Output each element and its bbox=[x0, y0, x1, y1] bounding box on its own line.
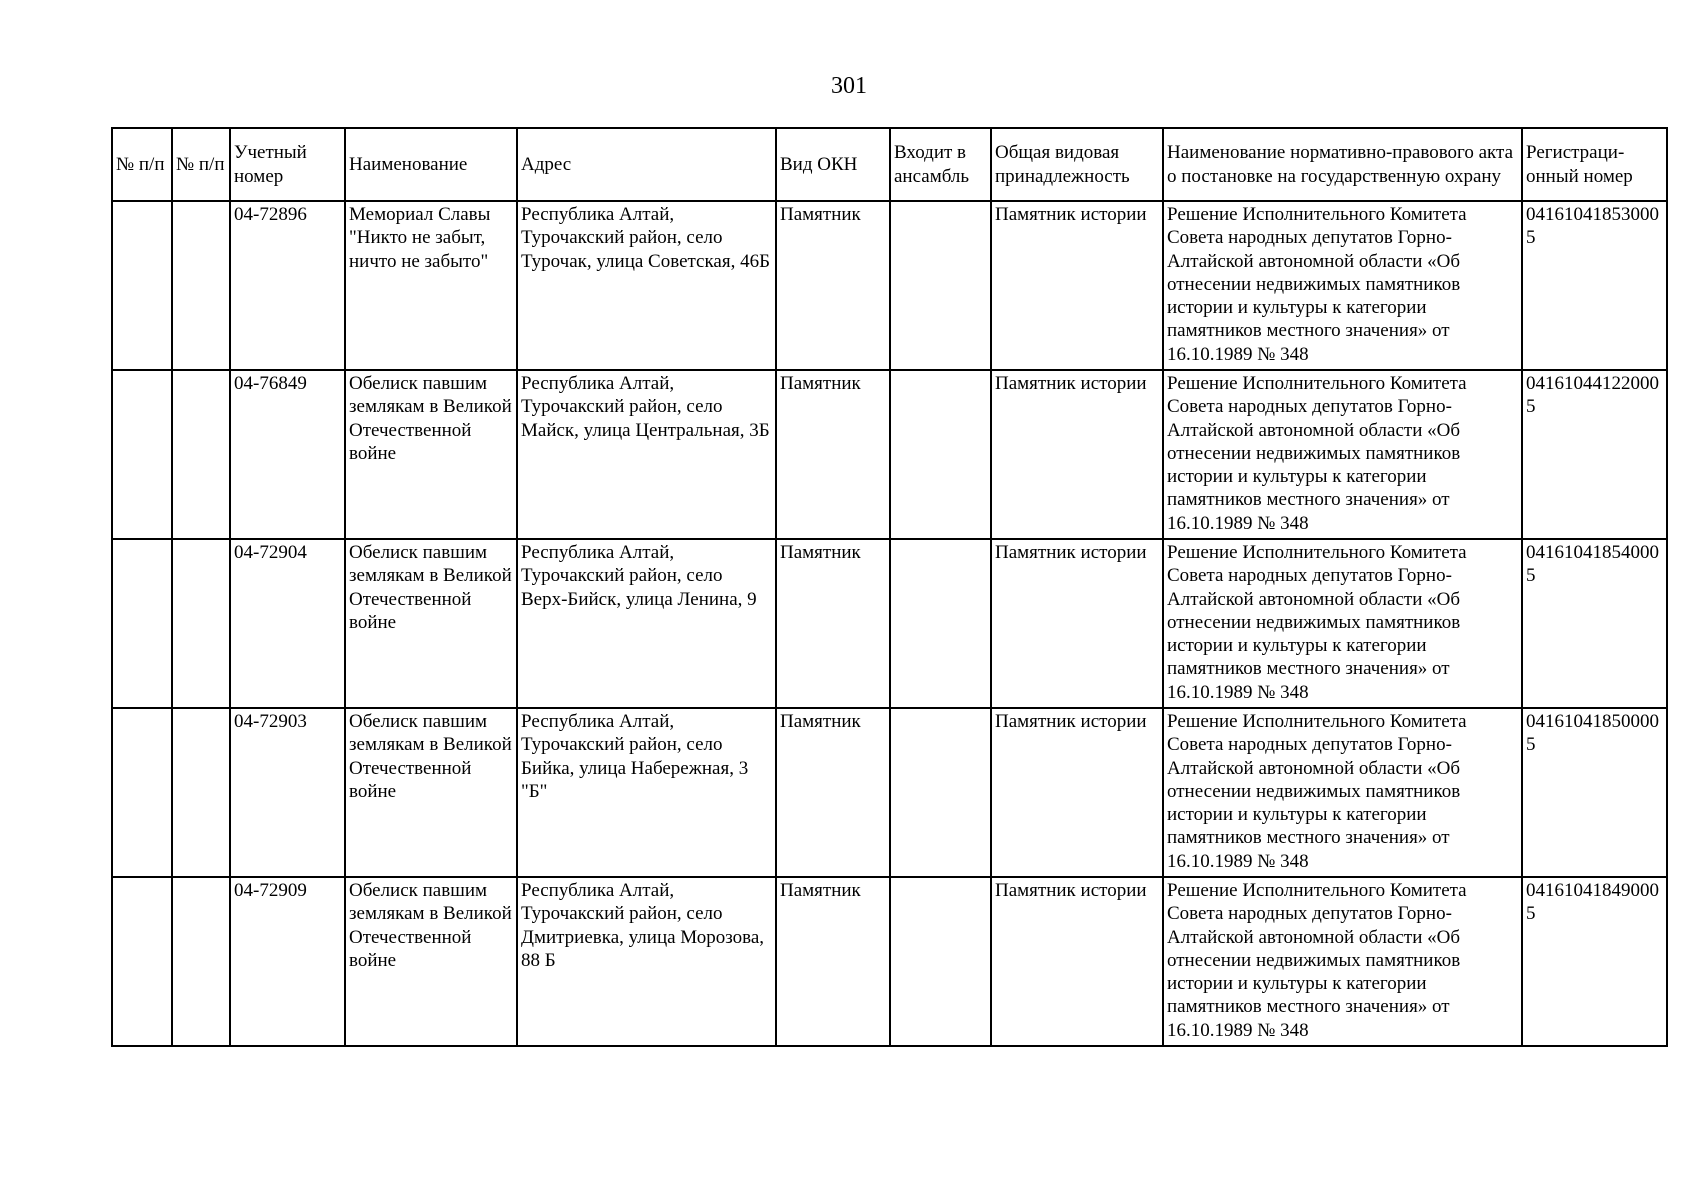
header-act: Наименование нормативно-правового акта о постановке на государственную охрану bbox=[1163, 128, 1522, 201]
cell-reg-number: 041610418500005 bbox=[1522, 708, 1667, 877]
header-category: Общая видовая принадлежность bbox=[991, 128, 1163, 201]
cell-num-1 bbox=[112, 539, 172, 708]
cell-reg-number: 041610441220005 bbox=[1522, 370, 1667, 539]
header-account-number: Учетный номер bbox=[230, 128, 345, 201]
cell-ensemble bbox=[890, 708, 991, 877]
cell-okn-type: Памятник bbox=[776, 708, 890, 877]
cell-act: Решение Исполнительного Комитета Совета народных депутатов Горно-Алтайской автономной области «Об отнесении недвижимых памятников истории и культуры к категории памятников местного значения» от 16.10.1989 № 348 bbox=[1163, 708, 1522, 877]
cell-address: Республика Алтай, Турочакский район, село Верх-Бийск, улица Ленина, 9 bbox=[517, 539, 776, 708]
header-num-1: № п/п bbox=[112, 128, 172, 201]
header-reg-number: Регистраци-онный номер bbox=[1522, 128, 1667, 201]
cell-act: Решение Исполнительного Комитета Совета народных депутатов Горно-Алтайской автономной области «Об отнесении недвижимых памятников истории и культуры к категории памятников местного значения» от 16.10.1989 № 348 bbox=[1163, 201, 1522, 370]
cell-category: Памятник истории bbox=[991, 877, 1163, 1046]
cell-num-1 bbox=[112, 370, 172, 539]
cell-name: Обелиск павшим землякам в Великой Отечественной войне bbox=[345, 539, 517, 708]
cell-name: Обелиск павшим землякам в Великой Отечественной войне bbox=[345, 708, 517, 877]
cell-ensemble bbox=[890, 370, 991, 539]
cell-ensemble bbox=[890, 539, 991, 708]
cell-address: Республика Алтай, Турочакский район, село Дмитриевка, улица Морозова, 88 Б bbox=[517, 877, 776, 1046]
table-row bbox=[112, 370, 1667, 539]
cell-address: Республика Алтай, Турочакский район, село Турочак, улица Советская, 46Б bbox=[517, 201, 776, 370]
cell-account-number: 04-72909 bbox=[230, 877, 345, 1046]
cell-category: Памятник истории bbox=[991, 539, 1163, 708]
header-name: Наименование bbox=[345, 128, 517, 201]
cell-act: Решение Исполнительного Комитета Совета народных депутатов Горно-Алтайской автономной области «Об отнесении недвижимых памятников истории и культуры к категории памятников местного значения» от 16.10.1989 № 348 bbox=[1163, 370, 1522, 539]
header-row bbox=[112, 128, 1667, 201]
cell-address: Республика Алтай, Турочакский район, село Бийка, улица Набережная, 3 "Б" bbox=[517, 708, 776, 877]
table-row bbox=[112, 539, 1667, 708]
table-row bbox=[112, 201, 1667, 370]
cell-reg-number: 041610418530005 bbox=[1522, 201, 1667, 370]
cell-num-1 bbox=[112, 708, 172, 877]
cell-ensemble bbox=[890, 201, 991, 370]
table-row bbox=[112, 877, 1667, 1046]
cell-name: Обелиск павшим землякам в Великой Отечественной войне bbox=[345, 370, 517, 539]
cell-name: Мемориал Славы "Никто не забыт, ничто не забыто" bbox=[345, 201, 517, 370]
cell-num-1 bbox=[112, 201, 172, 370]
header-address: Адрес bbox=[517, 128, 776, 201]
cell-num-2 bbox=[172, 708, 230, 877]
cell-act: Решение Исполнительного Комитета Совета народных депутатов Горно-Алтайской автономной области «Об отнесении недвижимых памятников истории и культуры к категории памятников местного значения» от 16.10.1989 № 348 bbox=[1163, 539, 1522, 708]
cell-okn-type: Памятник bbox=[776, 201, 890, 370]
cell-name: Обелиск павшим землякам в Великой Отечественной войне bbox=[345, 877, 517, 1046]
cell-account-number: 04-72896 bbox=[230, 201, 345, 370]
cell-account-number: 04-72903 bbox=[230, 708, 345, 877]
header-okn-type: Вид ОКН bbox=[776, 128, 890, 201]
cell-okn-type: Памятник bbox=[776, 539, 890, 708]
cell-act: Решение Исполнительного Комитета Совета народных депутатов Горно-Алтайской автономной области «Об отнесении недвижимых памятников истории и культуры к категории памятников местного значения» от 16.10.1989 № 348 bbox=[1163, 877, 1522, 1046]
cell-address: Республика Алтай, Турочакский район, село Майск, улица Центральная, 3Б bbox=[517, 370, 776, 539]
page-number: 301 bbox=[831, 73, 867, 99]
cell-category: Памятник истории bbox=[991, 201, 1163, 370]
cell-num-1 bbox=[112, 877, 172, 1046]
cell-category: Памятник истории bbox=[991, 708, 1163, 877]
cell-num-2 bbox=[172, 370, 230, 539]
cell-num-2 bbox=[172, 201, 230, 370]
cell-account-number: 04-76849 bbox=[230, 370, 345, 539]
cell-reg-number: 041610418540005 bbox=[1522, 539, 1667, 708]
cell-okn-type: Памятник bbox=[776, 877, 890, 1046]
heritage-registry-table bbox=[111, 127, 1668, 1047]
cell-num-2 bbox=[172, 539, 230, 708]
cell-reg-number: 041610418490005 bbox=[1522, 877, 1667, 1046]
cell-num-2 bbox=[172, 877, 230, 1046]
cell-okn-type: Памятник bbox=[776, 370, 890, 539]
cell-account-number: 04-72904 bbox=[230, 539, 345, 708]
table-row bbox=[112, 708, 1667, 877]
cell-category: Памятник истории bbox=[991, 370, 1163, 539]
cell-ensemble bbox=[890, 877, 991, 1046]
header-num-2: № п/п bbox=[172, 128, 230, 201]
header-ensemble: Входит в ансамбль bbox=[890, 128, 991, 201]
